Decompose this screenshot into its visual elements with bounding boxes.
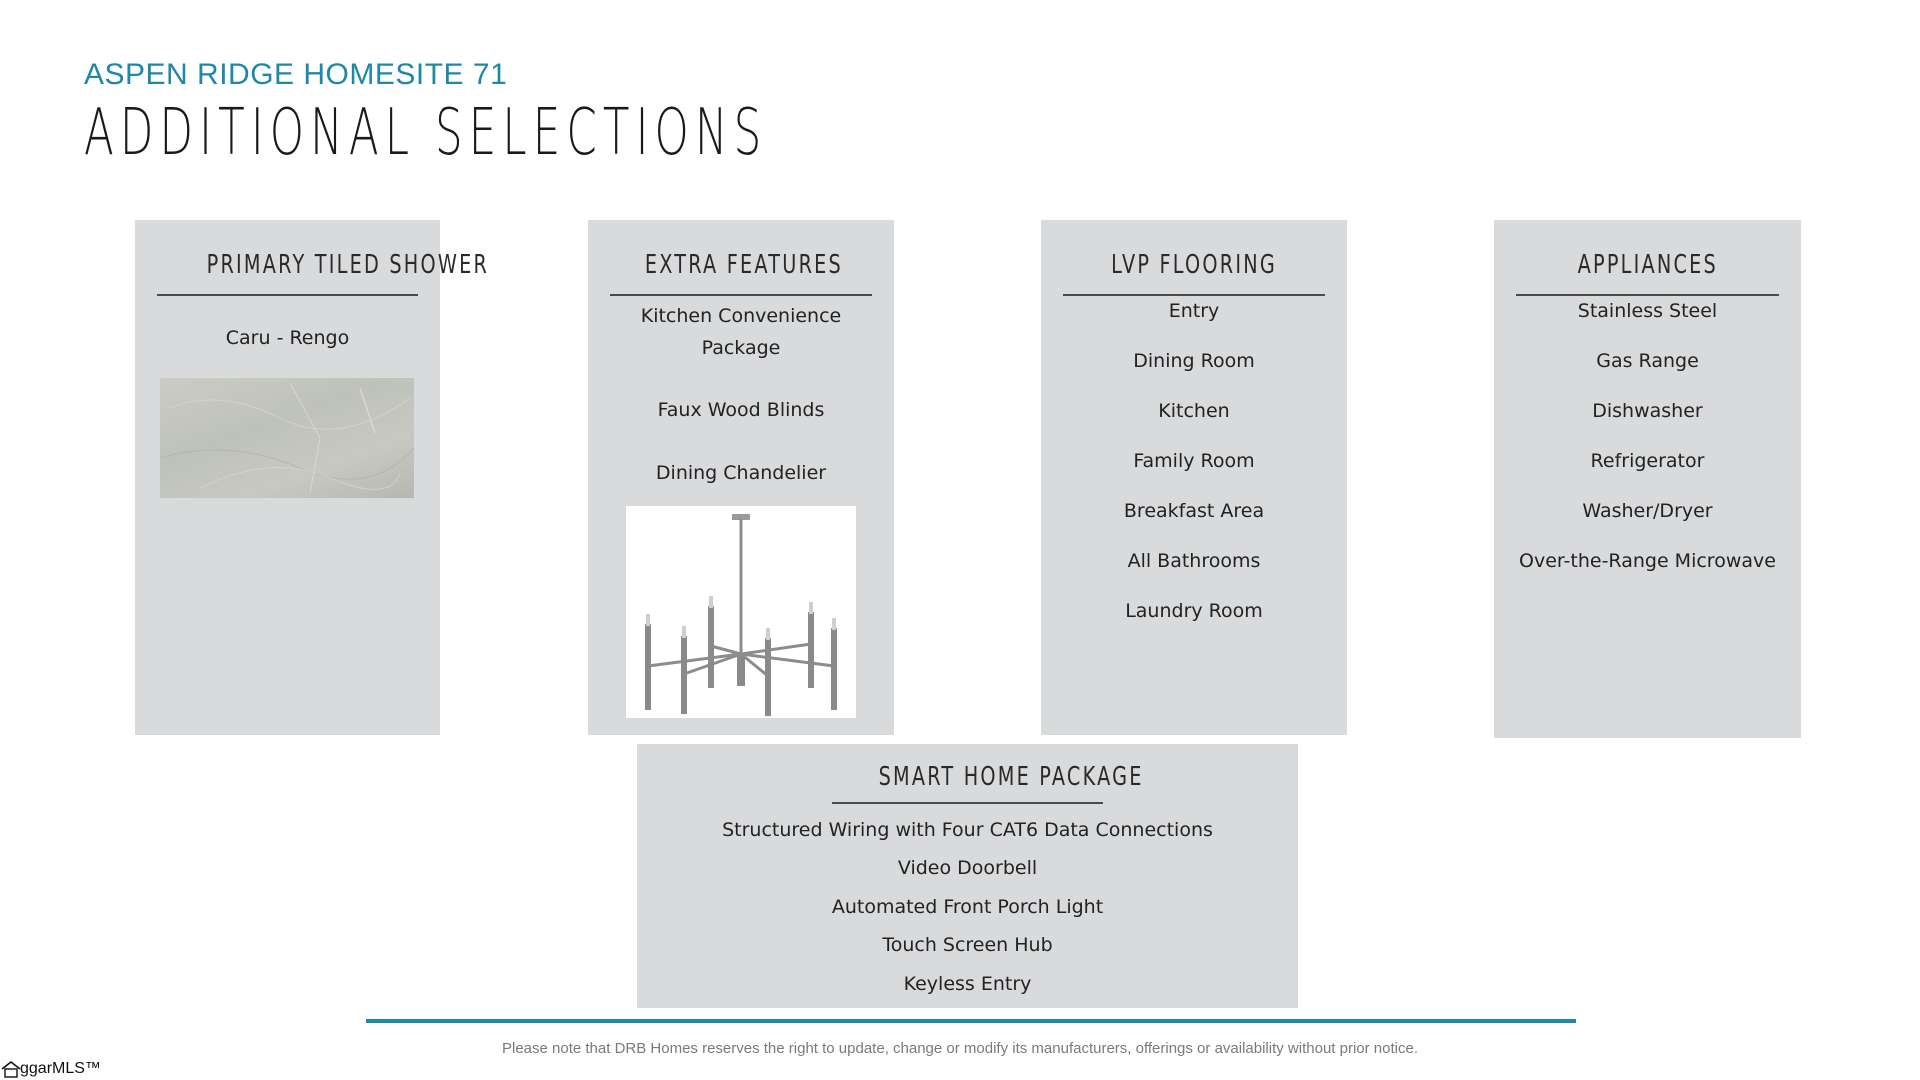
list-item: Dishwasher: [1592, 400, 1703, 422]
list-item: Kitchen Convenience Package: [640, 305, 842, 359]
list-item: Video Doorbell: [897, 857, 1038, 879]
card-heading: [832, 762, 1144, 804]
list-item: Laundry Room: [1125, 600, 1263, 622]
list-item: Entry: [1168, 300, 1220, 322]
page-title: ADDITIONAL SELECTIONS: [84, 96, 768, 170]
list-item: Dining Chandelier: [655, 462, 827, 484]
list-item: Keyless Entry: [903, 973, 1032, 995]
list-item: Caru - Rengo: [225, 327, 350, 349]
list-item: All Bathrooms: [1127, 550, 1261, 572]
card-heading-text: PRIMARY TILED SHOWER: [206, 250, 490, 280]
card-lvp-flooring: [1041, 220, 1347, 735]
footer-divider: [366, 1019, 1576, 1023]
card-heading-text: LVP FLOORING: [1111, 250, 1277, 280]
list-item: Washer/Dryer: [1582, 500, 1713, 522]
card-heading-text: SMART HOME PACKAGE: [878, 762, 1144, 792]
card-heading-text: APPLIANCES: [1577, 250, 1718, 280]
card-appliances: [1494, 220, 1801, 738]
list-item: Dining Room: [1133, 350, 1255, 372]
list-item: Stainless Steel: [1577, 300, 1718, 322]
list-item: Refrigerator: [1590, 450, 1705, 472]
card-heading-text: EXTRA FEATURES: [644, 250, 843, 280]
tile-sample-image: [160, 378, 414, 498]
list-item: Kitchen: [1158, 400, 1230, 422]
list-item: Over-the-Range Microwave: [1519, 550, 1776, 572]
card-heading: [1063, 250, 1325, 296]
card-primary-tiled-shower: [135, 220, 490, 735]
mls-logo: [0, 1060, 101, 1078]
list-item: Automated Front Porch Light: [831, 896, 1104, 918]
house-icon: [0, 1060, 22, 1078]
community-subtitle: ASPEN RIDGE HOMESITE 71: [84, 58, 508, 91]
list-item: Structured Wiring with Four CAT6 Data Connections: [722, 819, 1213, 841]
card-extra-features: [588, 220, 894, 735]
list-item: Faux Wood Blinds: [657, 399, 825, 421]
card-smart-home-package: [637, 744, 1298, 1008]
card-heading: [610, 250, 872, 296]
card-heading: [157, 250, 490, 296]
logo-text: ggarMLS™: [20, 1060, 101, 1077]
list-item: Gas Range: [1596, 350, 1699, 372]
chandelier-image: [626, 506, 856, 718]
list-item: Breakfast Area: [1123, 500, 1265, 522]
disclaimer-text: Please note that DRB Homes reserves the right to update, change or modify its manufacturers, offerings or availability without prior notice.: [501, 1040, 1418, 1057]
card-heading: [1516, 250, 1779, 296]
list-item: Touch Screen Hub: [882, 934, 1053, 956]
list-item: Family Room: [1133, 450, 1255, 472]
